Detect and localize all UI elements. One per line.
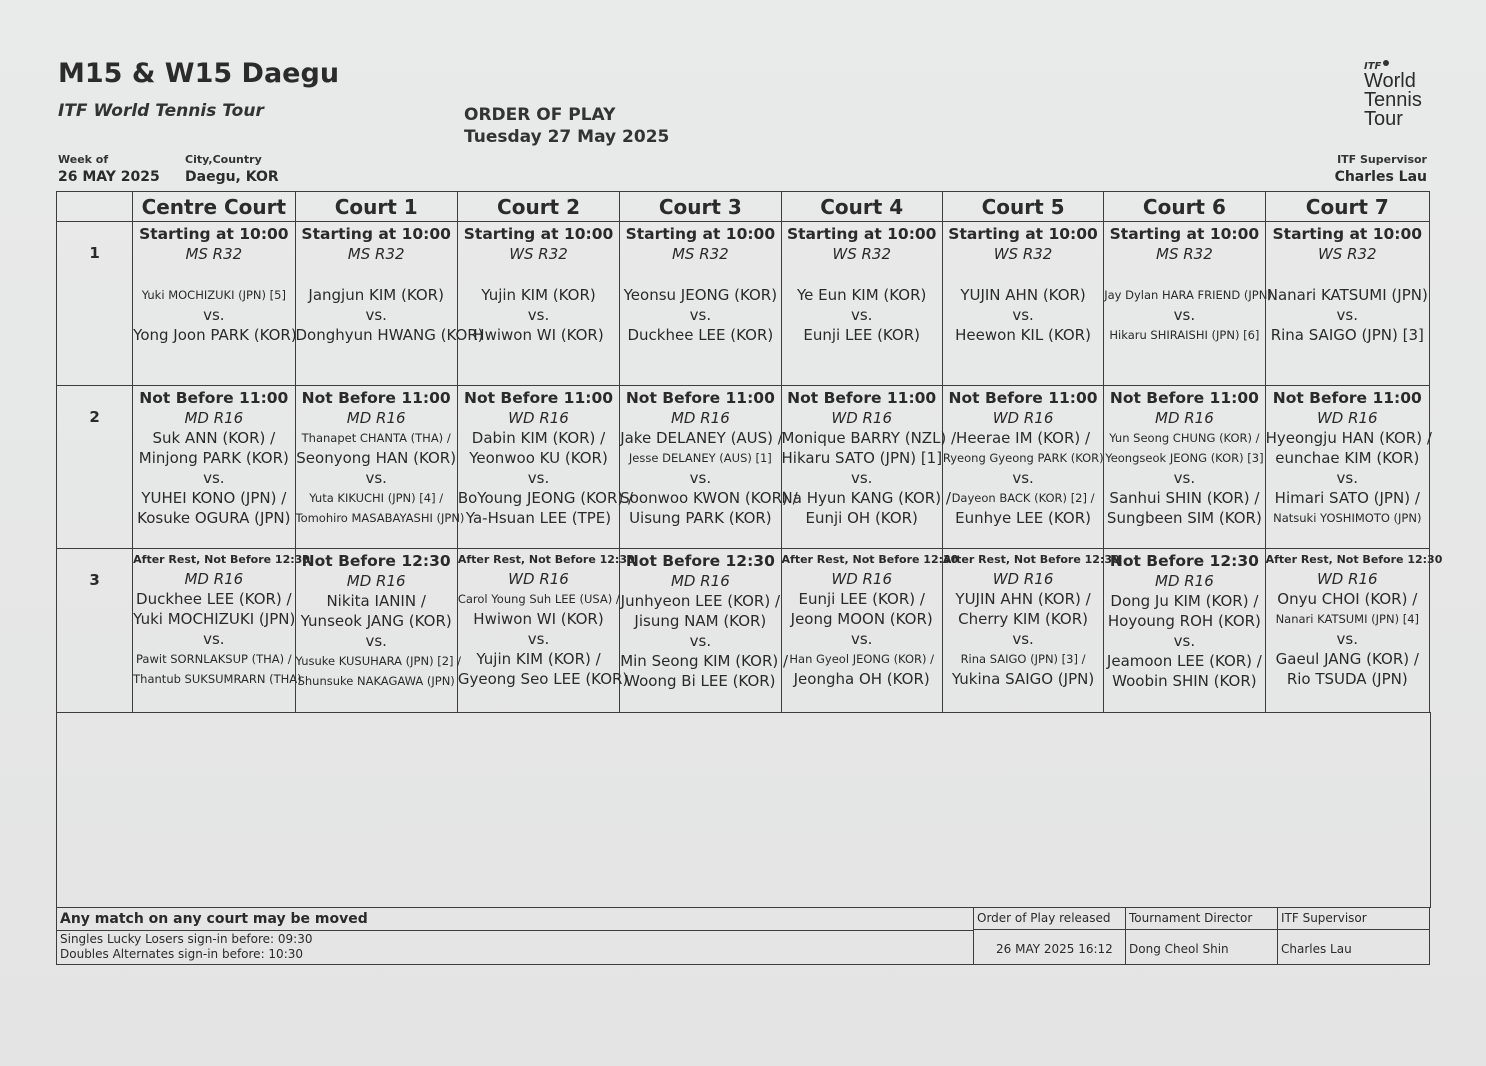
court-header: Court 2: [457, 192, 619, 222]
match-cell: [295, 222, 484, 386]
player-name: Hwiwon WI (KOR): [473, 610, 604, 628]
player-name: Heewon KIL (KOR): [955, 326, 1091, 344]
versus-label: vs.: [1012, 630, 1034, 648]
corner-cell: [57, 192, 133, 222]
player-name: Yuki MOCHIZUKI (JPN) [5]: [141, 288, 286, 302]
event-round: WS R32: [832, 245, 892, 263]
player-name: Duckhee LEE (KOR): [627, 326, 774, 344]
player-name: YUHEI KONO (JPN) /: [141, 489, 287, 507]
director-box: [1125, 908, 1278, 964]
match-cell: [942, 549, 1120, 713]
logo-line-world: World: [1364, 70, 1416, 92]
event-round: WD R16: [992, 570, 1054, 588]
versus-label: vs.: [365, 306, 387, 324]
match-cell: [620, 549, 789, 713]
start-time: Starting at 10:00: [625, 225, 776, 243]
player-name: Sanhui SHIN (KOR) /: [1109, 489, 1260, 507]
start-time: Not Before 11:00: [463, 389, 614, 407]
player-name: Seonyong HAN (KOR): [296, 449, 457, 467]
player-name: Yusuke KUSUHARA (JPN) [2] /: [295, 654, 462, 668]
player-name: Monique BARRY (NZL) /: [781, 429, 957, 447]
event-round: WD R16: [831, 570, 893, 588]
versus-label: vs.: [689, 632, 712, 650]
start-time: Starting at 10:00: [301, 225, 451, 243]
player-name: Hikaru SATO (JPN) [1]: [781, 449, 943, 467]
player-name: Dabin KIM (KOR) /: [471, 429, 606, 447]
director-value: Dong Cheol Shin: [1129, 942, 1229, 956]
player-name: Cherry KIM (KOR): [958, 610, 1088, 628]
versus-label: vs.: [1012, 469, 1034, 487]
event-round: WS R32: [509, 245, 568, 263]
order-date: Tuesday 27 May 2025: [464, 127, 670, 147]
player-name: Yong Joon PARK (KOR): [133, 326, 297, 344]
start-time: Starting at 10:00: [948, 225, 1098, 243]
schedule-table: [56, 191, 1443, 713]
player-name: Kosuke OGURA (JPN): [137, 509, 291, 527]
start-time: Starting at 10:00: [1272, 225, 1423, 243]
player-name: Gaeul JANG (KOR) /: [1275, 650, 1419, 668]
start-time: After Rest, Not Before 12:30: [1265, 553, 1443, 566]
player-name: Rina SAIGO (JPN) [3] /: [960, 652, 1086, 666]
player-name: Sungbeen SIM (KOR): [1106, 509, 1262, 527]
start-time: Starting at 10:00: [139, 225, 289, 243]
match-cell: [1265, 386, 1432, 549]
player-name: Ye Eun KIM (KOR): [797, 286, 927, 304]
court-header: Centre Court: [133, 192, 295, 222]
released-label: Order of Play released: [977, 911, 1111, 925]
match-cell: [1265, 549, 1443, 713]
match-cell: [1265, 222, 1429, 386]
player-name: Himari SATO (JPN) /: [1274, 489, 1420, 507]
player-name: YUJIN AHN (KOR) /: [955, 590, 1091, 608]
week-label: Week of: [58, 153, 109, 166]
schedule-row: [57, 222, 1430, 386]
court-header: Court 7: [1265, 192, 1429, 222]
player-name: Rio TSUDA (JPN): [1286, 670, 1408, 688]
player-name: Yeongseok JEONG (KOR) [3]: [1105, 451, 1264, 465]
versus-label: vs.: [527, 630, 550, 648]
versus-label: vs.: [689, 306, 712, 324]
match-cell: [620, 222, 781, 386]
court-header: Court 1: [295, 192, 457, 222]
player-name: Hikaru SHIRAISHI (JPN) [6]: [1109, 328, 1260, 342]
player-name: Nanari KATSUMI (JPN) [4]: [1275, 612, 1419, 626]
released-value: 26 MAY 2025 16:12: [996, 942, 1113, 956]
versus-label: vs.: [1173, 469, 1196, 487]
player-name: Soonwoo KWON (KOR) /: [620, 489, 798, 507]
start-time: Not Before 12:30: [625, 552, 775, 570]
match-cell: [781, 386, 957, 549]
match-cell: [133, 386, 295, 549]
start-time: After Rest, Not Before 12:30: [133, 553, 310, 566]
event-round: WS R32: [993, 245, 1053, 263]
player-name: Jay Dylan HARA FRIEND (JPN): [1104, 288, 1272, 302]
player-name: Nikita IANIN /: [326, 592, 426, 610]
player-name: Yuta KIKUCHI (JPN) [4] /: [309, 491, 444, 505]
versus-label: vs.: [1173, 632, 1196, 650]
itf-world-tennis-tour-logo: [1364, 60, 1444, 130]
player-name: Yunseok JANG (KOR): [300, 612, 452, 630]
logo-itf-text: ITF: [1364, 61, 1382, 72]
start-time: Not Before 11:00: [1109, 389, 1259, 407]
schedule-row: [57, 386, 1430, 549]
player-name: Eunhye LEE (KOR): [955, 509, 1091, 527]
event-round: WD R16: [1316, 570, 1378, 588]
player-name: Junhyeon LEE (KOR) /: [620, 592, 781, 610]
event-round: MS R32: [347, 245, 405, 263]
versus-label: vs.: [850, 306, 873, 324]
player-name: Yeonsu JEONG (KOR): [623, 286, 778, 304]
versus-label: vs.: [1173, 306, 1196, 324]
event-round: MS R32: [671, 245, 729, 263]
tournament-title: M15 & W15 Daegu: [58, 58, 340, 89]
player-name: Woobin SHIN (KOR): [1112, 672, 1257, 690]
city-value: Daegu, KOR: [185, 169, 279, 185]
event-round: MD R16: [1155, 409, 1214, 427]
player-name: Hwiwon WI (KOR): [473, 326, 604, 344]
player-name: Yuki MOCHIZUKI (JPN): [133, 610, 296, 628]
player-name: Tomohiro MASABAYASHI (JPN): [295, 511, 465, 525]
player-name: Jeamoon LEE (KOR) /: [1106, 652, 1262, 670]
court-header: Court 5: [942, 192, 1103, 222]
start-time: Not Before 11:00: [1272, 389, 1422, 407]
row-number: 3: [57, 549, 133, 713]
row-number: 1: [57, 222, 133, 386]
versus-label: vs.: [365, 632, 387, 650]
player-name: Dong Ju KIM (KOR) /: [1110, 592, 1259, 610]
player-name: Onyu CHOI (KOR) /: [1277, 590, 1418, 608]
match-cell: [457, 386, 634, 549]
event-round: WD R16: [1316, 409, 1378, 427]
player-name: Yukina SAIGO (JPN): [951, 670, 1095, 688]
start-time: Not Before 11:00: [139, 389, 289, 407]
player-name: Eunji LEE (KOR): [803, 326, 921, 344]
match-cell: [942, 386, 1103, 549]
row-number: 2: [57, 386, 133, 549]
versus-label: vs.: [1336, 306, 1359, 324]
event-round: MD R16: [1155, 572, 1214, 590]
player-name: Jesse DELANEY (AUS) [1]: [628, 451, 772, 465]
start-time: Starting at 10:00: [786, 225, 937, 243]
move-note: Any match on any court may be moved: [60, 911, 368, 927]
player-name: Jeong MOON (KOR): [790, 610, 933, 628]
match-cell: [781, 222, 942, 386]
event-round: MD R16: [670, 409, 730, 427]
match-cell: [457, 222, 619, 386]
match-cell: [781, 549, 959, 713]
match-cell: [1104, 549, 1265, 713]
start-time: After Rest, Not Before 12:30: [457, 553, 635, 566]
director-label: Tournament Director: [1129, 911, 1253, 925]
player-name: Natsuki YOSHIMOTO (JPN): [1273, 511, 1422, 525]
start-time: Not Before 12:30: [301, 552, 451, 570]
city-label: City,Country: [185, 153, 262, 166]
versus-label: vs.: [203, 306, 225, 324]
event-round: WD R16: [508, 409, 569, 427]
event-round: WS R32: [1317, 245, 1377, 263]
start-time: Not Before 11:00: [301, 389, 451, 407]
player-name: Eunji OH (KOR): [805, 509, 918, 527]
tour-subtitle: ITF World Tennis Tour: [58, 101, 264, 121]
player-name: Na Hyun KANG (KOR) /: [781, 489, 951, 507]
match-cell: [620, 386, 798, 549]
player-name: Jisung NAM (KOR): [634, 612, 767, 630]
player-name: Ya-Hsuan LEE (TPE): [465, 509, 612, 527]
logo-line-tennis: Tennis: [1364, 89, 1422, 111]
versus-label: vs.: [527, 306, 550, 324]
singles-note: Singles Lucky Losers sign-in before: 09:30: [60, 932, 313, 946]
event-round: MD R16: [184, 409, 244, 427]
supervisor-label: ITF Supervisor: [1337, 153, 1427, 166]
week-value: 26 MAY 2025: [58, 169, 160, 185]
versus-label: vs.: [1336, 630, 1359, 648]
court-header: Court 4: [781, 192, 942, 222]
player-name: Ryeong Gyeong PARK (KOR): [942, 451, 1104, 465]
footer-supervisor-value: Charles Lau: [1281, 942, 1352, 956]
start-time: After Rest, Not Before 12:30: [942, 553, 1120, 566]
player-name: Rina SAIGO (JPN) [3]: [1270, 326, 1424, 344]
versus-label: vs.: [1012, 306, 1034, 324]
versus-label: vs.: [203, 630, 225, 648]
player-name: Hoyoung ROH (KOR): [1107, 612, 1261, 630]
player-name: Han Gyeol JEONG (KOR) /: [789, 652, 935, 666]
event-round: WD R16: [831, 409, 893, 427]
player-name: Jeongha OH (KOR): [793, 670, 930, 688]
event-round: MD R16: [670, 572, 730, 590]
start-time: Not Before 11:00: [625, 389, 775, 407]
player-name: Thantub SUKSUMRARN (THA): [133, 672, 302, 686]
match-cell: [295, 386, 465, 549]
versus-label: vs.: [527, 469, 550, 487]
footer: [56, 907, 1430, 965]
versus-label: vs.: [850, 630, 873, 648]
player-name: Nanari KATSUMI (JPN): [1266, 286, 1428, 304]
released-box: [973, 908, 1126, 964]
player-name: Shunsuke NAKAGAWA (JPN): [297, 674, 455, 688]
doubles-note: Doubles Alternates sign-in before: 10:30: [60, 947, 304, 961]
start-time: Not Before 11:00: [787, 389, 937, 407]
start-time: Not Before 12:30: [1109, 552, 1259, 570]
player-name: Dayeon BACK (KOR) [2] /: [951, 491, 1095, 505]
player-name: Hyeongju HAN (KOR) /: [1265, 429, 1432, 447]
player-name: YUJIN AHN (KOR): [960, 286, 1086, 304]
player-name: Jangjun KIM (KOR): [308, 286, 444, 304]
player-name: Suk ANN (KOR) /: [152, 429, 276, 447]
player-name: Duckhee LEE (KOR) /: [136, 590, 292, 608]
start-time: Starting at 10:00: [1109, 225, 1260, 243]
event-round: MS R32: [1156, 245, 1213, 263]
start-time: Starting at 10:00: [463, 225, 614, 243]
versus-label: vs.: [1336, 469, 1359, 487]
match-cell: [295, 549, 462, 713]
player-name: Carol Young Suh LEE (USA) /: [457, 592, 620, 606]
player-name: Uisung PARK (KOR): [629, 509, 772, 527]
match-cell: [1104, 386, 1265, 549]
versus-label: vs.: [203, 469, 225, 487]
event-round: MD R16: [346, 572, 406, 590]
player-name: Donghyun HWANG (KOR): [295, 326, 484, 344]
player-name: eunchae KIM (KOR): [1275, 449, 1420, 467]
match-cell: [133, 222, 295, 386]
itf-supervisor-box: [1277, 908, 1430, 964]
player-name: Eunji LEE (KOR) /: [798, 590, 925, 608]
player-name: Yeonwoo KU (KOR): [469, 449, 608, 467]
player-name: Gyeong Seo LEE (KOR): [457, 670, 629, 688]
order-title: ORDER OF PLAY: [464, 105, 616, 125]
court-header-row: [57, 192, 1430, 222]
player-name: Jake DELANEY (AUS) /: [620, 429, 783, 447]
event-round: WD R16: [508, 570, 569, 588]
player-name: Thanapet CHANTA (THA) /: [301, 431, 451, 445]
player-name: Pawit SORNLAKSUP (THA) /: [136, 652, 292, 666]
court-header: Court 6: [1104, 192, 1265, 222]
start-time: Not Before 11:00: [948, 389, 1098, 407]
event-round: MD R16: [346, 409, 406, 427]
player-name: Yujin KIM (KOR): [481, 286, 596, 304]
player-name: Heerae IM (KOR) /: [956, 429, 1091, 447]
player-name: Minjong PARK (KOR): [138, 449, 289, 467]
match-cell: [457, 549, 635, 713]
player-name: Yun Seong CHUNG (KOR) /: [1109, 431, 1260, 445]
supervisor-value: Charles Lau: [1334, 169, 1427, 185]
versus-label: vs.: [850, 469, 873, 487]
schedule-row: [57, 549, 1430, 713]
match-cell: [133, 549, 310, 713]
court-header: Court 3: [620, 192, 781, 222]
event-round: MS R32: [185, 245, 243, 263]
player-name: Yujin KIM (KOR) /: [476, 650, 601, 668]
empty-area: [56, 712, 1431, 908]
versus-label: vs.: [365, 469, 387, 487]
match-cell: [1104, 222, 1272, 386]
footer-supervisor-label: ITF Supervisor: [1281, 911, 1367, 925]
logo-dot-icon: [1383, 60, 1389, 66]
event-round: MD R16: [184, 570, 244, 588]
player-name: BoYoung JEONG (KOR) /: [457, 489, 634, 507]
event-round: WD R16: [992, 409, 1054, 427]
versus-label: vs.: [689, 469, 712, 487]
player-name: Min Seong KIM (KOR) /: [620, 652, 789, 670]
match-cell: [942, 222, 1103, 386]
logo-line-tour: Tour: [1364, 108, 1403, 130]
player-name: Woong Bi LEE (KOR): [625, 672, 776, 690]
start-time: After Rest, Not Before 12:30: [781, 553, 959, 566]
order-of-play-heading: [464, 104, 669, 148]
